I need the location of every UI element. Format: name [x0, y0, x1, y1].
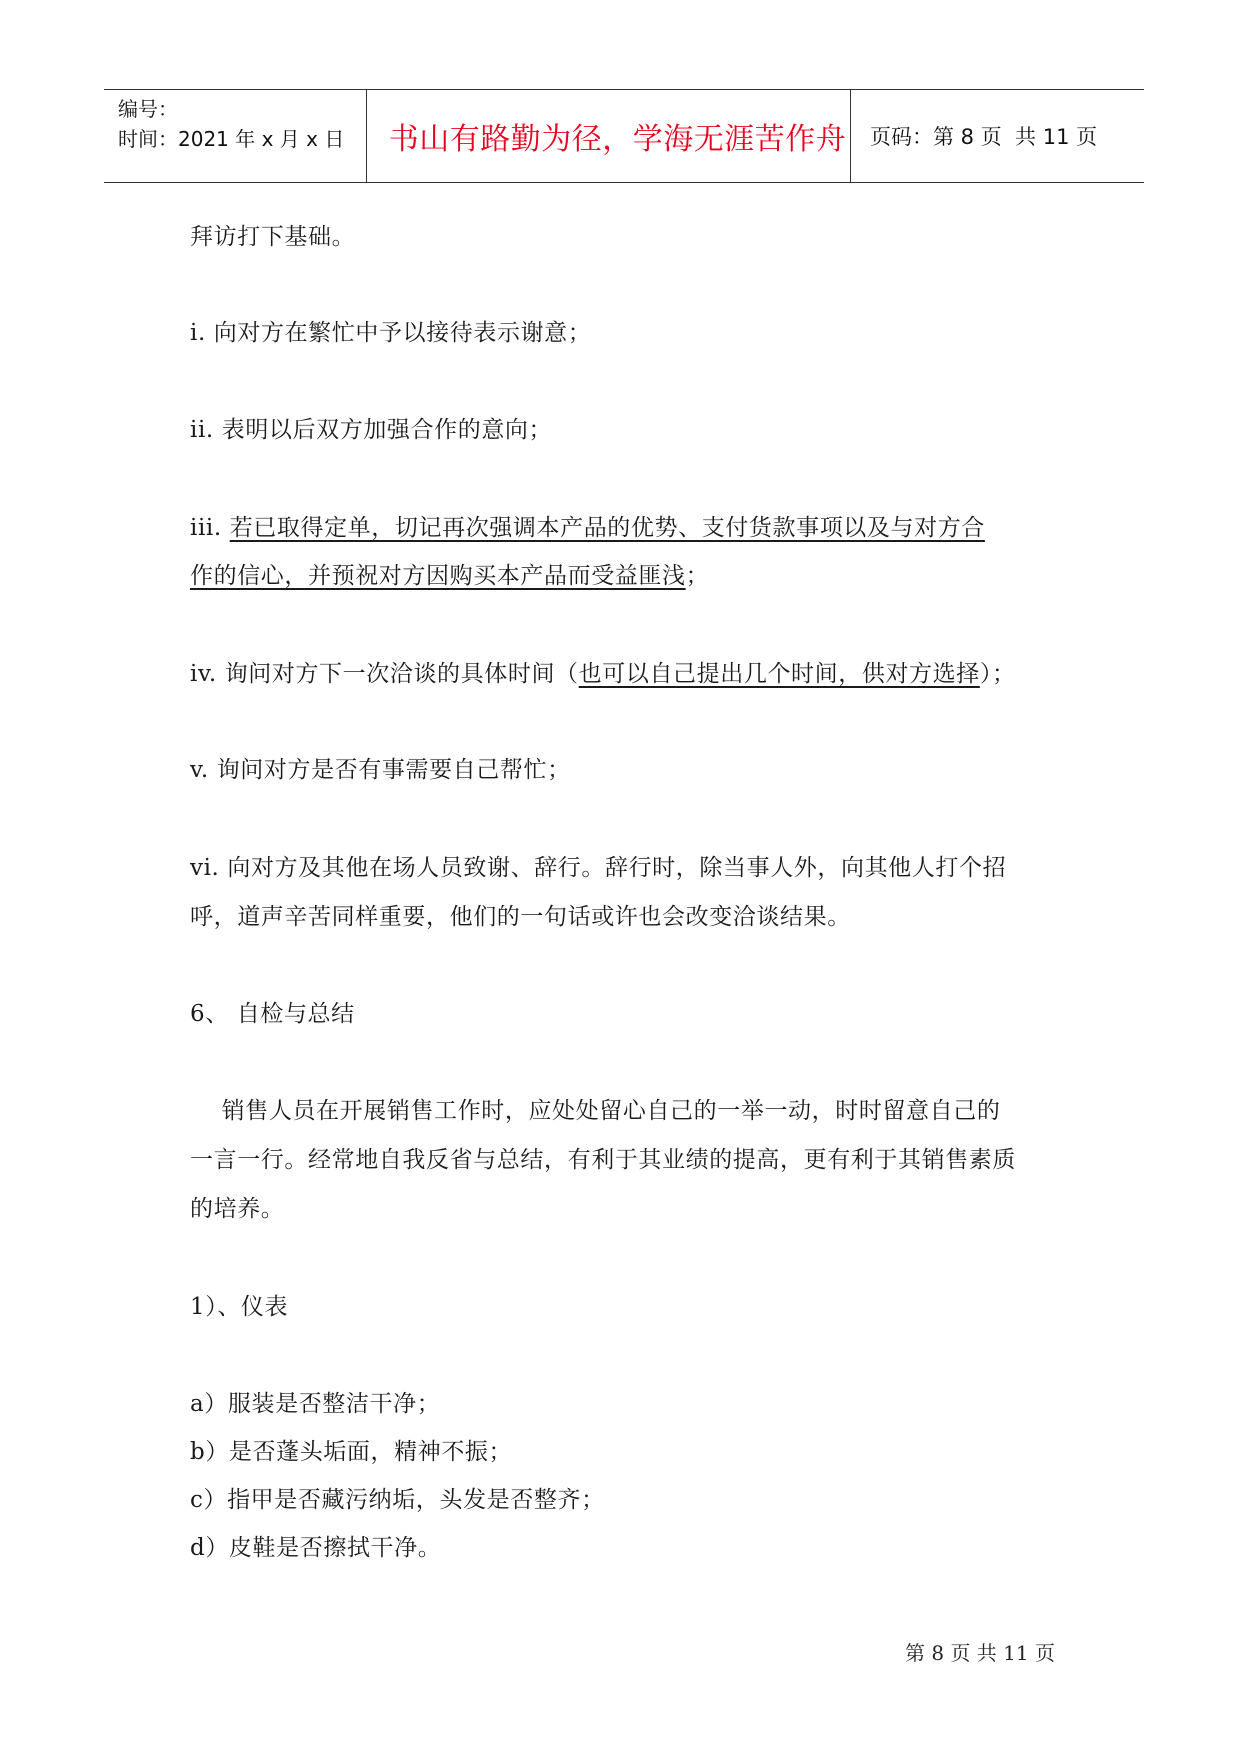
list-item-iv-text: iv. 询问对方下一次洽谈的具体时间（ — [190, 661, 579, 687]
list-item-iii — [190, 513, 985, 543]
section-heading: 6、 自检与总结 — [190, 1001, 355, 1027]
paragraph-line: 拜访打下基础。 — [190, 224, 356, 250]
checklist-item-a: a）服装是否整洁干净； — [190, 1391, 441, 1417]
paragraph-line: 销售人员在开展销售工作时，应处处留心自己的一举一动，时时留意自己的 — [190, 1098, 1001, 1124]
list-item-ii: ii. 表明以后双方加强合作的意向； — [190, 417, 553, 443]
list-item-iii-continued — [190, 561, 709, 591]
time-label: 时间：2021 年 x 月 x 日 — [118, 127, 345, 151]
underlined-text: 也可以自己提出几个时间，供对方选择 — [578, 661, 980, 687]
underlined-text: 作的信心，并预祝对方因购买本产品而受益匪浅 — [190, 563, 686, 589]
list-item-vi: vi. 向对方及其他在场人员致谢、辞行。辞行时，除当事人外，向其他人打个招 — [190, 855, 1007, 881]
list-item-i: i. 向对方在繁忙中予以接待表示谢意； — [190, 320, 592, 346]
list-item-iv — [190, 659, 1016, 689]
checklist-item-b: b）是否蓬头垢面，精神不振； — [190, 1439, 513, 1465]
code-label: 编号： — [118, 97, 178, 121]
paragraph-line: 的培养。 — [190, 1196, 285, 1222]
page-footer: 第 8 页 共 11 页 — [905, 1641, 1055, 1665]
punctuation: ； — [685, 563, 710, 589]
header-meta — [118, 94, 344, 154]
header-motto: 书山有路勤为径，学海无涯苦作舟 — [388, 122, 847, 157]
document-header — [104, 89, 1144, 183]
header-divider-left — [366, 90, 367, 182]
underlined-text: 若已取得定单，切记再次强调本产品的优势、支付货款事项以及与对方合 — [229, 515, 985, 541]
punctuation: ）； — [979, 661, 1016, 687]
subsection-heading: 1）、仪表 — [190, 1294, 289, 1320]
list-item-v: v. 询问对方是否有事需要自己帮忙； — [190, 757, 571, 783]
paragraph-line: 一言一行。经常地自我反省与总结，有利于其业绩的提高，更有利于其销售素质 — [190, 1147, 1016, 1173]
header-page-info: 页码：第 8 页 共 11 页 — [870, 125, 1098, 149]
checklist-item-c: c）指甲是否藏污纳垢，头发是否整齐； — [190, 1487, 605, 1513]
header-divider-right — [850, 90, 851, 182]
list-item-iii-marker: iii. — [190, 515, 230, 541]
checklist-item-d: d）皮鞋是否擦拭干净。 — [190, 1535, 442, 1561]
list-item-vi-continued: 呼，道声辛苦同样重要，他们的一句话或许也会改变洽谈结果。 — [190, 904, 851, 930]
